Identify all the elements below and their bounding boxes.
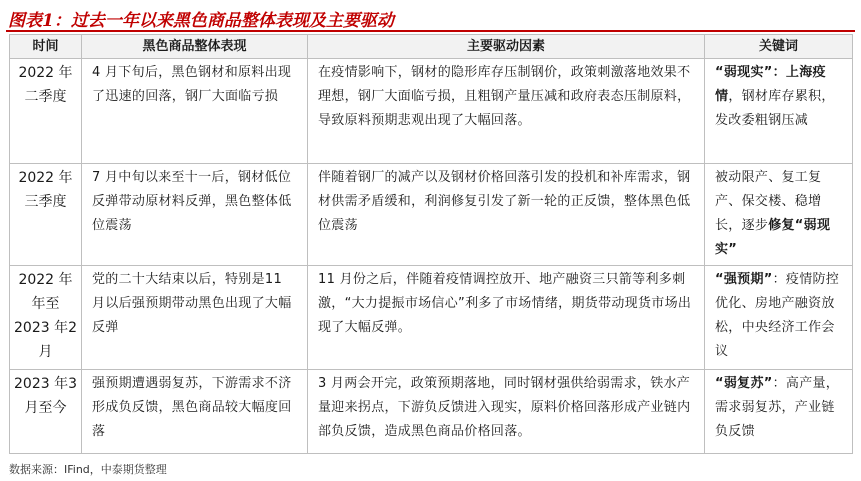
keyword-highlight: “弱现实”：上海疫情 [715,65,826,104]
keyword-text: 被动限产、复工复产、保交楼、稳增长，逐步 [715,170,822,233]
header-keywords: 关键词 [705,35,853,59]
row-drivers: 3 月两会开完，政策预期落地，同时钢材强供给弱需求，铁水产量迎来拐点，下游负反馈进入现实，原料价格回落形成产业链内部负反馈，造成黑色商品价格回落。 [308,370,705,454]
table-row [10,370,853,454]
keyword-text: ：高产量，需求弱复苏，产业链负反馈 [715,376,840,439]
row-keywords [705,164,853,266]
row-time: 2022 年三季度 [10,164,82,266]
keyword-text: ，钢材库存累积，发改委粗钢压减 [715,89,835,128]
row-drivers: 伴随着钢厂的减产以及钢材价格回落引发的投机和补库需求，钢材供需矛盾缓和，利润修复引发了新一轮的正反馈，整体黑色低位震荡 [308,164,705,266]
header-drivers: 主要驱动因素 [308,35,705,59]
source-note: 数据来源：IFind，中泰期货整理 [9,463,167,476]
row-keywords [705,370,853,454]
page-title: 图表1：过去一年以来黑色商品整体表现及主要驱动 [8,11,394,31]
summary-table [9,34,853,454]
row-time: 2022 年年至2023 年2 月 [10,266,82,370]
row-keywords [705,59,853,164]
keyword-text: ：疫情防控优化、房地产融资放松，中央经济工作会议 [715,272,840,359]
row-performance: 4 月下旬后，黑色钢材和原料出现了迅速的回落，钢厂大面临亏损 [82,59,308,164]
title-bar [6,4,855,32]
row-keywords [705,266,853,370]
keyword-highlight: “强预期” [715,272,773,287]
row-drivers: 在疫情影响下，钢材的隐形库存压制钢价，政策刺激落地效果不理想，钢厂大面临亏损，且粗钢产量压减和政府表态压制原料，导致原料预期悲观出现了大幅回落。 [308,59,705,164]
row-time: 2023 年3 月至今 [10,370,82,454]
table-row [10,266,853,370]
table-row [10,59,853,164]
header-time: 时间 [10,35,82,59]
row-performance: 7 月中旬以来至十一后，钢材低位反弹带动原材料反弹，黑色整体低位震荡 [82,164,308,266]
row-time: 2022 年二季度 [10,59,82,164]
keyword-highlight: “弱复苏” [715,376,773,391]
keyword-highlight: 修复“弱现实” [715,218,831,257]
row-performance: 党的二十大结束以后，特别是11 月以后强预期带动黑色出现了大幅反弹 [82,266,308,370]
table-header-row [10,35,853,59]
table-row [10,164,853,266]
row-drivers: 11 月份之后，伴随着疫情调控放开、地产融资三只箭等利多刺激，“大力提振市场信心”利多了市场情绪，期货带动现货市场出现了大幅反弹。 [308,266,705,370]
header-performance: 黑色商品整体表现 [82,35,308,59]
row-performance: 强预期遭遇弱复苏，下游需求不济形成负反馈，黑色商品较大幅度回落 [82,370,308,454]
